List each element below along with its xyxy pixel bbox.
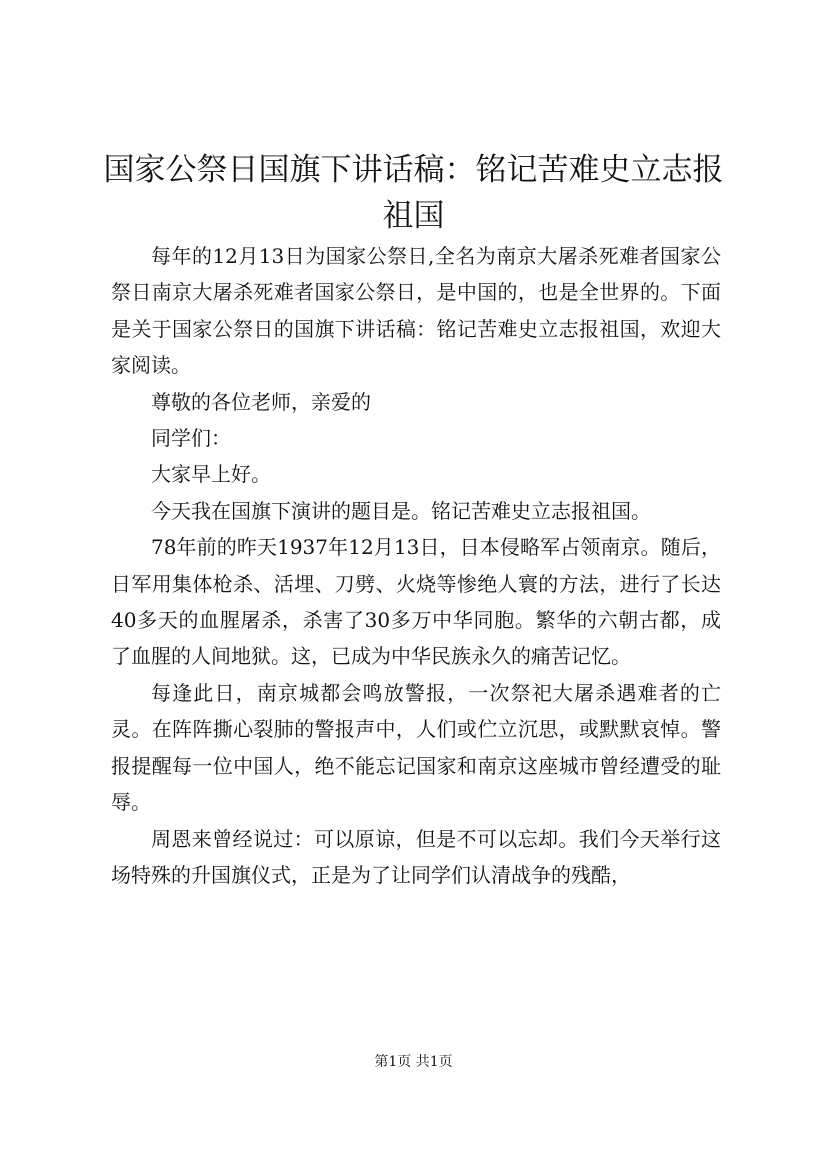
paragraph-greeting-students: 同学们： — [151, 426, 231, 451]
page-footer: 第1页 共1页 — [374, 1054, 453, 1070]
paragraph-intro: 每年的12月13日为国家公祭日,全名为南京大屠杀死难者国家公祭日南京大屠杀死难者国家公祭日，是中国的，也是全世界的。下面是关于国家公祭日的国旗下讲话稿：铭记苦难史立志报祖国，欢迎大家阅读。 — [111, 244, 721, 378]
paragraph-topic: 今天我在国旗下演讲的题目是。铭记苦难史立志报祖国。 — [151, 498, 651, 523]
document-body — [111, 238, 721, 893]
document-title: 国家公祭日国旗下讲话稿：铭记苦难史立志报祖国 — [103, 152, 724, 234]
paragraph-good-morning: 大家早上好。 — [151, 462, 271, 487]
paragraph-quote: 周恩来曾经说过：可以原谅，但是不可以忘却。我们今天举行这场特殊的升国旗仪式，正是为了让同学们认清战争的残酷， — [111, 826, 721, 887]
paragraph-greeting-teachers: 尊敬的各位老师，亲爱的 — [151, 389, 371, 414]
paragraph-sirens: 每逢此日，南京城都会鸣放警报，一次祭祀大屠杀遇难者的亡灵。在阵阵撕心裂肺的警报声中，人们或伫立沉思，或默默哀悼。警报提醒每一位中国人，绝不能忘记国家和南京这座城市曾经遭受的耻辱。 — [111, 680, 721, 815]
paragraph-history: 78年前的昨天1937年12月13日，日本侵略军占领南京。随后，日军用集体枪杀、活埋、刀劈、火烧等惨绝人寰的方法，进行了长达40多天的血腥屠杀，杀害了30多万中华同胞。繁华的六朝古都，成了血腥的人间地狱。这，已成为中华民族永久的痛苦记忆。 — [111, 535, 721, 669]
